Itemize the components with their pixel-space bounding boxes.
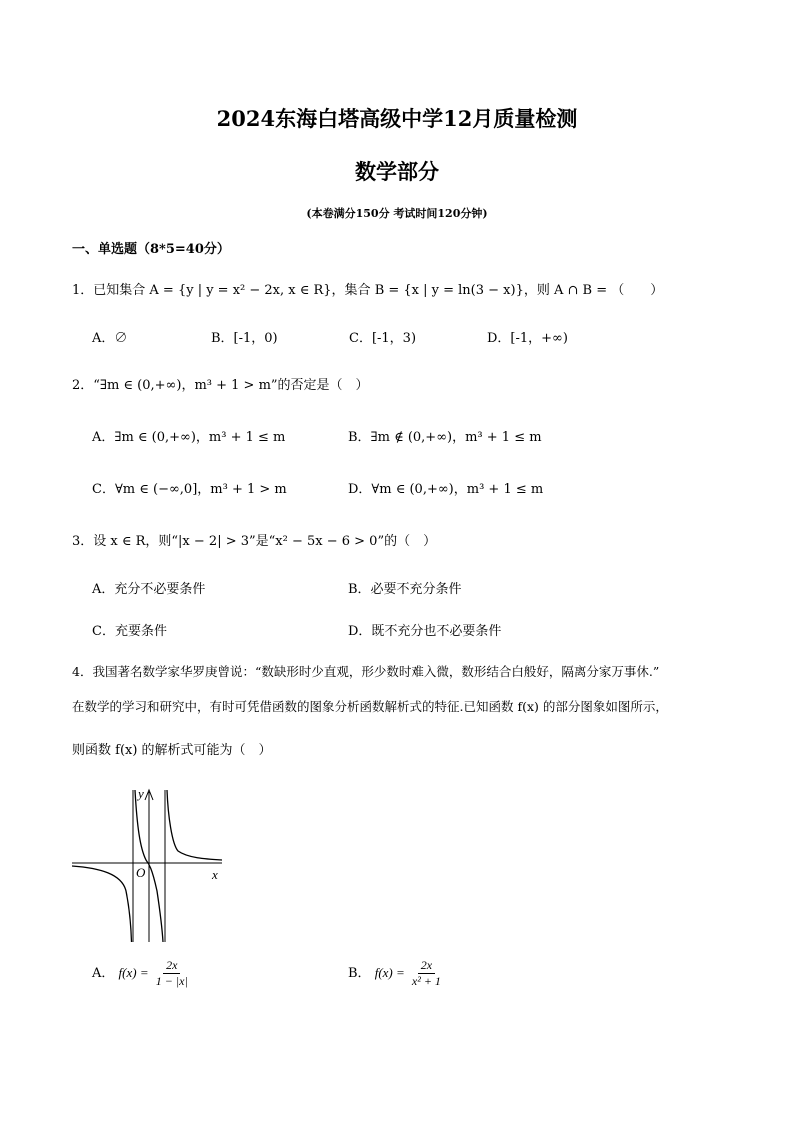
option-b-numerator: 2x	[418, 958, 435, 974]
question-2-option-d: D．∀m ∈ (0,+∞)，m³ + 1 ≤ m	[348, 482, 544, 497]
question-3-option-a: A．充分不必要条件	[92, 582, 206, 597]
question-4-line-1: 4．我国著名数学家华罗庚曾说：“数缺形时少直观，形少数时难入微，数形结合白般好，隔离分家万事休.”	[72, 664, 660, 679]
question-1-option-b: B．[-1，0)	[211, 331, 278, 346]
x-axis-label: x	[212, 867, 218, 882]
option-a-fraction	[153, 958, 191, 989]
question-3-option-d: D．既不充分也不必要条件	[348, 624, 502, 639]
question-2-stem: 2．“∃m ∈ (0,+∞)，m³ + 1 > m”的否定是（ ）	[72, 378, 369, 393]
question-2-option-c: C．∀m ∈ (−∞,0]，m³ + 1 > m	[92, 482, 287, 497]
curve-right-branch	[167, 790, 222, 860]
exam-note: (本卷满分150分 考试时间120分钟)	[306, 207, 488, 220]
option-b-denominator: x² + 1	[411, 974, 441, 988]
option-a-label: A．	[92, 966, 115, 981]
exam-subtitle: 数学部分	[355, 159, 439, 184]
option-b-fraction	[409, 958, 444, 989]
option-b-label: B．	[348, 966, 371, 981]
option-a-denominator: 1 − |x|	[155, 974, 188, 988]
option-a-lhs: f(x) =	[118, 965, 149, 980]
question-1-option-d: D．[-1，+∞)	[487, 331, 568, 346]
question-4-line-3: 则函数 f(x) 的解析式可能为（ ）	[72, 743, 272, 758]
question-4-option-b	[348, 958, 444, 989]
question-4-option-a	[92, 958, 191, 989]
question-1-stem: 1．已知集合 A = {y | y = x² − 2x, x ∈ R}，集合 B = {x | y = ln(3 − x)}，则 A ∩ B = （ ）	[72, 283, 664, 298]
function-graph	[70, 786, 230, 946]
question-4-line-2: 在数学的学习和研究中，有时可凭借函数的图象分析函数解析式的特征.已知函数 f(x) 的部分图象如图所示，	[72, 699, 668, 714]
question-3-stem: 3．设 x ∈ R，则“|x − 2| > 3”是“x² − 5x − 6 > 0”的（ ）	[72, 534, 437, 549]
question-1-option-c: C．[-1，3)	[349, 331, 417, 346]
y-axis-label: y	[138, 786, 144, 801]
question-3-option-c: C．充要条件	[92, 624, 167, 639]
question-2-option-b: B．∃m ∉ (0,+∞)，m³ + 1 ≤ m	[348, 430, 542, 445]
option-b-lhs: f(x) =	[374, 965, 405, 980]
question-3-option-b: B．必要不充分条件	[348, 582, 462, 597]
exam-title: 2024东海白塔高级中学12月质量检测	[216, 106, 578, 131]
curve-left-branch	[72, 866, 132, 942]
origin-label: O	[136, 865, 146, 880]
section-heading: 一、单选题（8*5=40分）	[72, 242, 230, 257]
option-a-numerator: 2x	[163, 958, 180, 974]
question-2-option-a: A．∃m ∈ (0,+∞)，m³ + 1 ≤ m	[92, 430, 286, 445]
question-1-option-a: A．∅	[92, 331, 128, 346]
